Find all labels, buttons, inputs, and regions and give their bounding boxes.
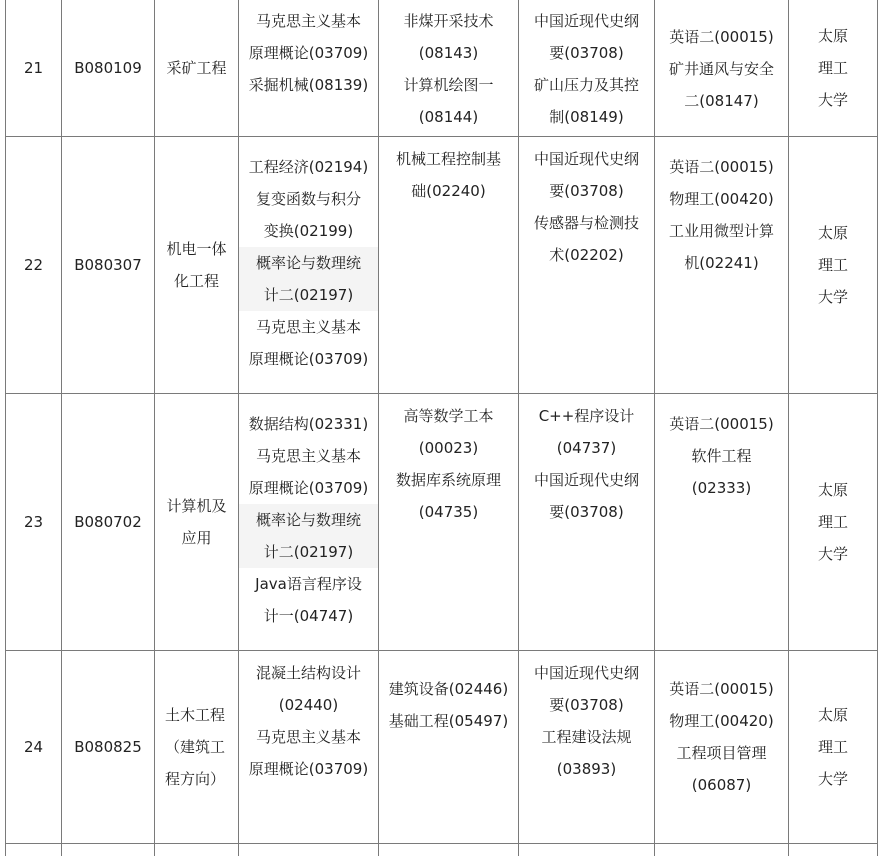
courses-col-2: 建筑设备(02446) 基础工程(05497) <box>379 651 519 844</box>
table-row <box>6 394 878 651</box>
major-code: B080825 <box>62 651 155 844</box>
courses-col-1: 马克思主义基本 原理概论(03709) 采掘机械(08139) <box>239 0 379 137</box>
major-name: 土木工程 （建筑工 程方向） <box>155 651 239 844</box>
row-number: 23 <box>6 394 62 651</box>
school-name: 太原 理工 大学 <box>789 0 878 137</box>
exam-course-table <box>5 0 878 856</box>
courses-col-1: 工程经济(02194) 复变函数与积分 变换(02199) 概率论与数理统 计二(02197) 马克思主义基本 原理概论(03709) <box>239 137 379 394</box>
row-number: 21 <box>6 0 62 137</box>
table-row <box>6 137 878 394</box>
major-name: 机电一体 化工程 <box>155 137 239 394</box>
major-code: B080307 <box>62 137 155 394</box>
major-code: B080702 <box>62 394 155 651</box>
table-row-partial <box>6 844 878 856</box>
major-name: 采矿工程 <box>155 0 239 137</box>
major-name: 计算机及 应用 <box>155 394 239 651</box>
courses-col-3: C++程序设计 (04737) 中国近现代史纲 要(03708) <box>519 394 655 651</box>
courses-col-4: 英语二(00015) 物理工(00420) 工程项目管理 (06087) <box>655 651 789 844</box>
courses-col-4: 英语二(00015) 矿井通风与安全 二(08147) <box>655 0 789 137</box>
courses-col-1: 数据结构(02331) 马克思主义基本 原理概论(03709) 概率论与数理统 计二(02197) Java语言程序设 计一(04747) <box>239 394 379 651</box>
school-name: 太原 理工 大学 <box>789 394 878 651</box>
table-row <box>6 0 878 137</box>
courses-col-3: 中国近现代史纲 要(03708) 矿山压力及其控 制(08149) <box>519 0 655 137</box>
major-code: B080109 <box>62 0 155 137</box>
courses-col-4: 英语二(00015) 物理工(00420) 工业用微型计算 机(02241) <box>655 137 789 394</box>
courses-col-1: 混凝土结构设计 (02440) 马克思主义基本 原理概论(03709) <box>239 651 379 844</box>
courses-col-3: 中国近现代史纲 要(03708) 传感器与检测技 术(02202) <box>519 137 655 394</box>
courses-col-4: 英语二(00015) 软件工程 (02333) <box>655 394 789 651</box>
courses-col-2: 非煤开采技术 (08143) 计算机绘图一 (08144) <box>379 0 519 137</box>
courses-col-2: 机械工程控制基 础(02240) <box>379 137 519 394</box>
courses-col-3: 中国近现代史纲 要(03708) 工程建设法规 (03893) <box>519 651 655 844</box>
school-name: 太原 理工 大学 <box>789 137 878 394</box>
table-row <box>6 651 878 844</box>
courses-col-2: 高等数学工本 (00023) 数据库系统原理 (04735) <box>379 394 519 651</box>
row-number: 24 <box>6 651 62 844</box>
row-number: 22 <box>6 137 62 394</box>
school-name: 太原 理工 大学 <box>789 651 878 844</box>
